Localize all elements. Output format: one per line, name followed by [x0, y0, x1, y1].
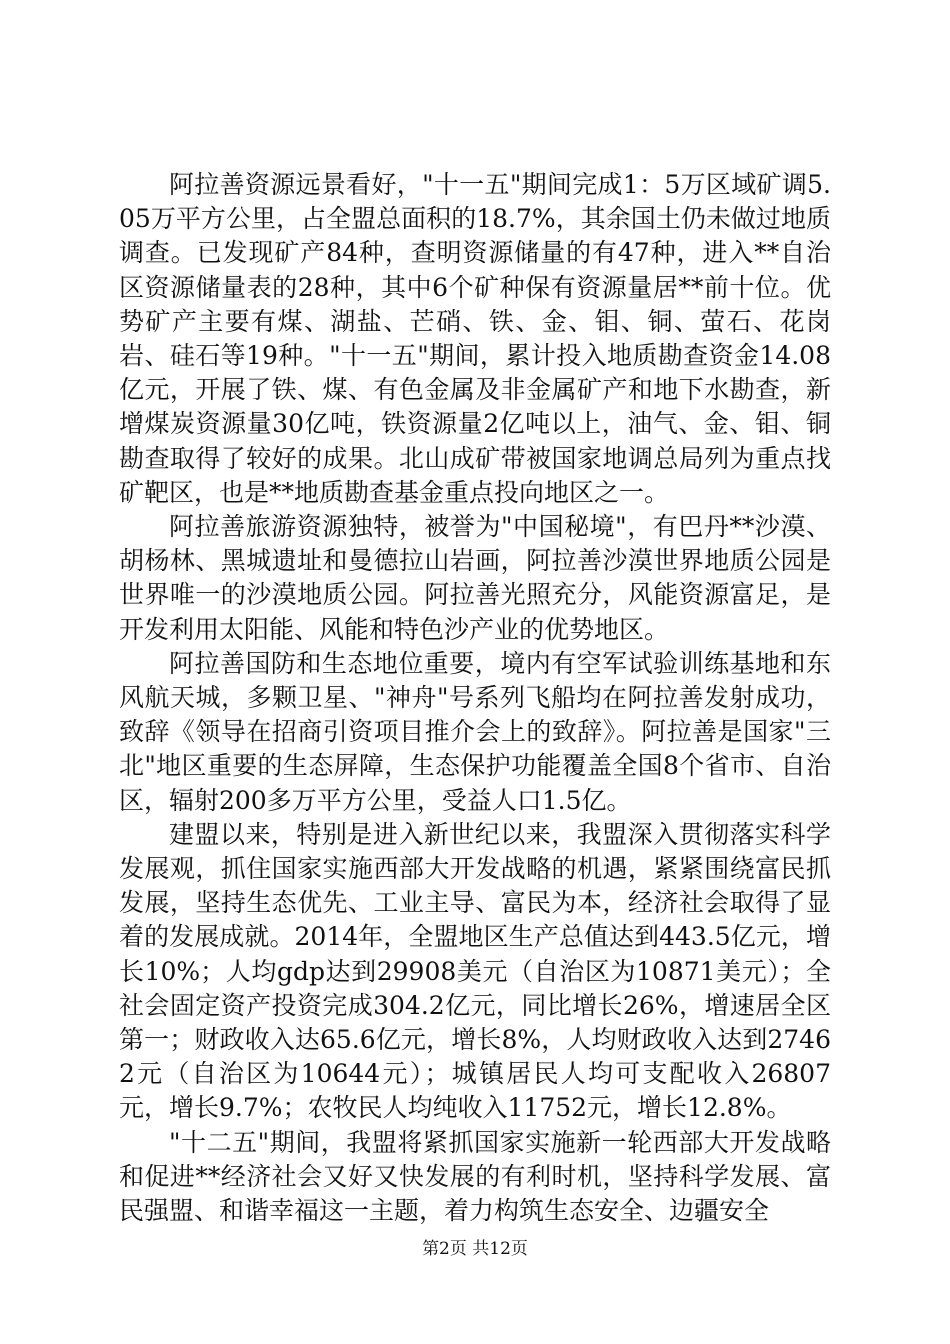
paragraph-tourism: 阿拉善旅游资源独特，被誉为"中国秘境"，有巴丹**沙漠、胡杨林、黑城遗址和曼德拉山岩画，阿拉善沙漠世界地质公园是世界唯一的沙漠地质公园。阿拉善光照充分，风能资源富足，是开发利用太阳能、风能和特色沙产业的优势地区。 — [119, 512, 831, 644]
paragraph-twelfth-plan: "十二五"期间，我盟将紧抓国家实施新一轮西部大开发战略和促进**经济社会又好又快发展的有利时机，坚持科学发展、富民强盟、和谐幸福这一主题，着力构筑生态安全、边疆安全 — [119, 1127, 831, 1226]
paragraph-defense-ecology: 阿拉善国防和生态地位重要，境内有空军试验训练基地和东风航天城，多颗卫星、"神舟"号系列飞船均在阿拉善发射成功，致辞《领导在招商引资项目推介会上的致辞》。阿拉善是国家"三北"地区重要的生态屏障，生态保护功能覆盖全国8个省市、自治区，辐射200多万平方公里，受益人口1.5亿。 — [119, 648, 831, 815]
document-body — [119, 168, 831, 1228]
paragraph-development: 建盟以来，特别是进入新世纪以来，我盟深入贯彻落实科学发展观，抓住国家实施西部大开发战略的机遇，紧紧围绕富民抓发展，坚持生态优先、工业主导、富民为本，经济社会取得了显着的发展成就。2014年，全盟地区生产总值达到443.5亿元，增长10%；人均gdp达到29908美元（自治区为10871美元）；全社会固定资产投资完成304.2亿元，同比增长26%，增速居全区第一；财政收入达65.6亿元，增长8%，人均财政收入达到27462元（自治区为10644元）；城镇居民人均可支配收入26807元，增长9.7%；农牧民人均纯收入11752元，增长12.8%。 — [119, 819, 831, 1123]
paragraph-resources: 阿拉善资源远景看好，"十一五"期间完成1：5万区域矿调5.05万平方公里，占全盟总面积的18.7%，其余国土仍未做过地质调查。已发现矿产84种，查明资源储量的有47种，进入**自治区资源储量表的28种，其中6个矿种保有资源量居**前十位。优势矿产主要有煤、湖盐、芒硝、铁、金、钼、铜、萤石、花岗岩、硅石等19种。"十一五"期间，累计投入地质勘查资金14.08亿元，开展了铁、煤、有色金属及非金属矿产和地下水勘查，新增煤炭资源量30亿吨，铁资源量2亿吨以上，油气、金、钼、铜勘查取得了较好的成果。北山成矿带被国家地调总局列为重点找矿靶区，也是**地质勘查基金重点投向地区之一。 — [119, 170, 831, 507]
page-number-footer: 第2页 共12页 — [422, 1239, 528, 1259]
